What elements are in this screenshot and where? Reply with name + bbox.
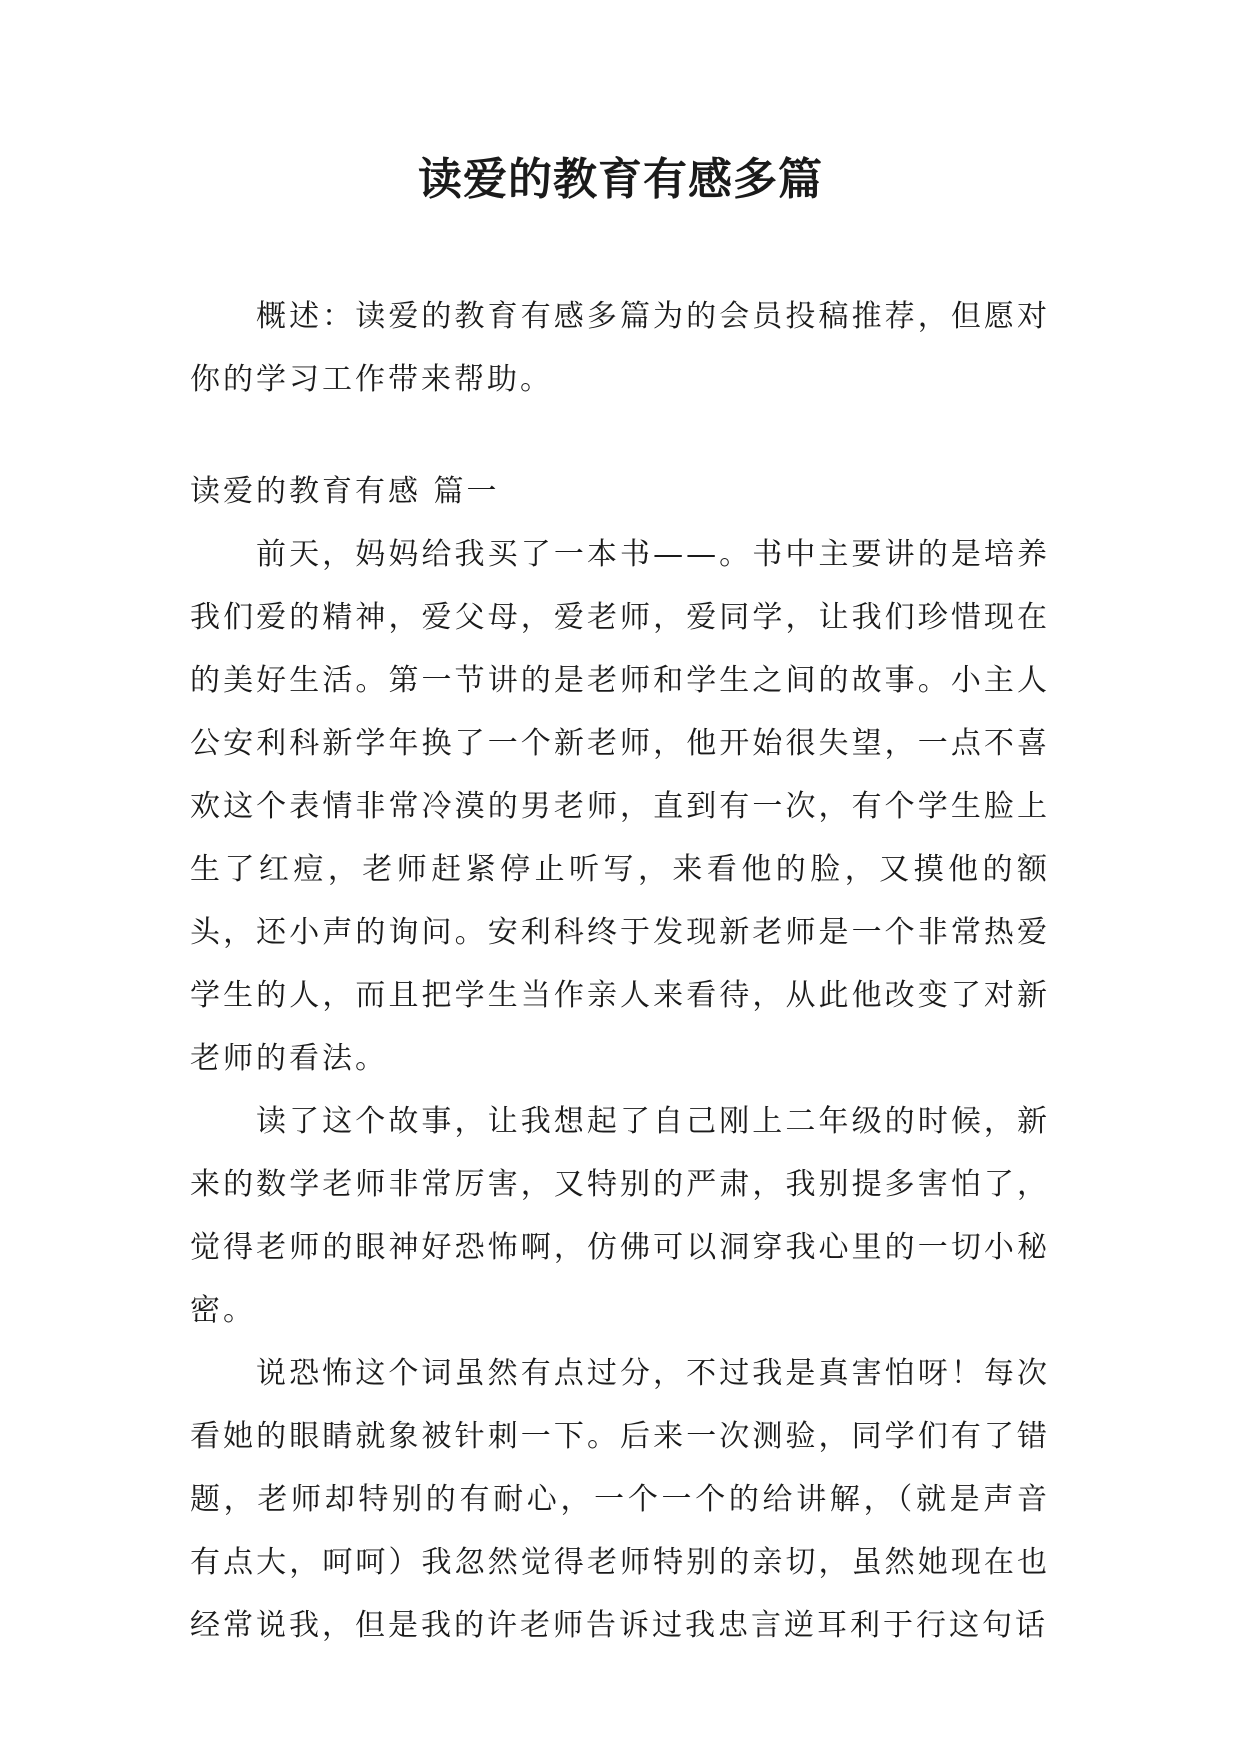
article-paragraph-1: 前天，妈妈给我买了一本书——。书中主要讲的是培养我们爱的精神，爱父母，爱老师，爱同学，让我们珍惜现在的美好生活。第一节讲的是老师和学生之间的故事。小主人公安利科新学年换了一个新老师，他开始很失望，一点不喜欢这个表情非常冷漠的男老师，直到有一次，有个学生脸上生了红痘，老师赶紧停止听写，来看他的脸，又摸他的额头，还小声的询问。安利科终于发现新老师是一个非常热爱学生的人，而且把学生当作亲人来看待，从此他改变了对新老师的看法。: [190, 537, 1050, 1076]
document-title: 读爱的教育有感多篇: [418, 154, 823, 205]
article-paragraph-3: 说恐怖这个词虽然有点过分，不过我是真害怕呀！每次看她的眼睛就象被针刺一下。后来一次测验，同学们有了错题，老师却特别的有耐心，一个一个的给讲解，（就是声音有点大，呵呵）我忽然觉得老师特别的亲切，虽然她现在也经常说我，但是我的许老师告诉过我忠言逆耳利于行这句话: [190, 1356, 1050, 1643]
article-paragraph-2: 读了这个故事，让我想起了自己刚上二年级的时候，新来的数学老师非常厉害，又特别的严肃，我别提多害怕了，觉得老师的眼神好恐怖啊，仿佛可以洞穿我心里的一切小秘密。: [190, 1104, 1050, 1328]
article-body: [190, 523, 1050, 1657]
summary-text: 概述：读爱的教育有感多篇为的会员投稿推荐，但愿对你的学习工作带来帮助。: [190, 299, 1050, 397]
summary-paragraph: [190, 285, 1050, 411]
section-heading: 读爱的教育有感 篇一: [190, 474, 500, 509]
